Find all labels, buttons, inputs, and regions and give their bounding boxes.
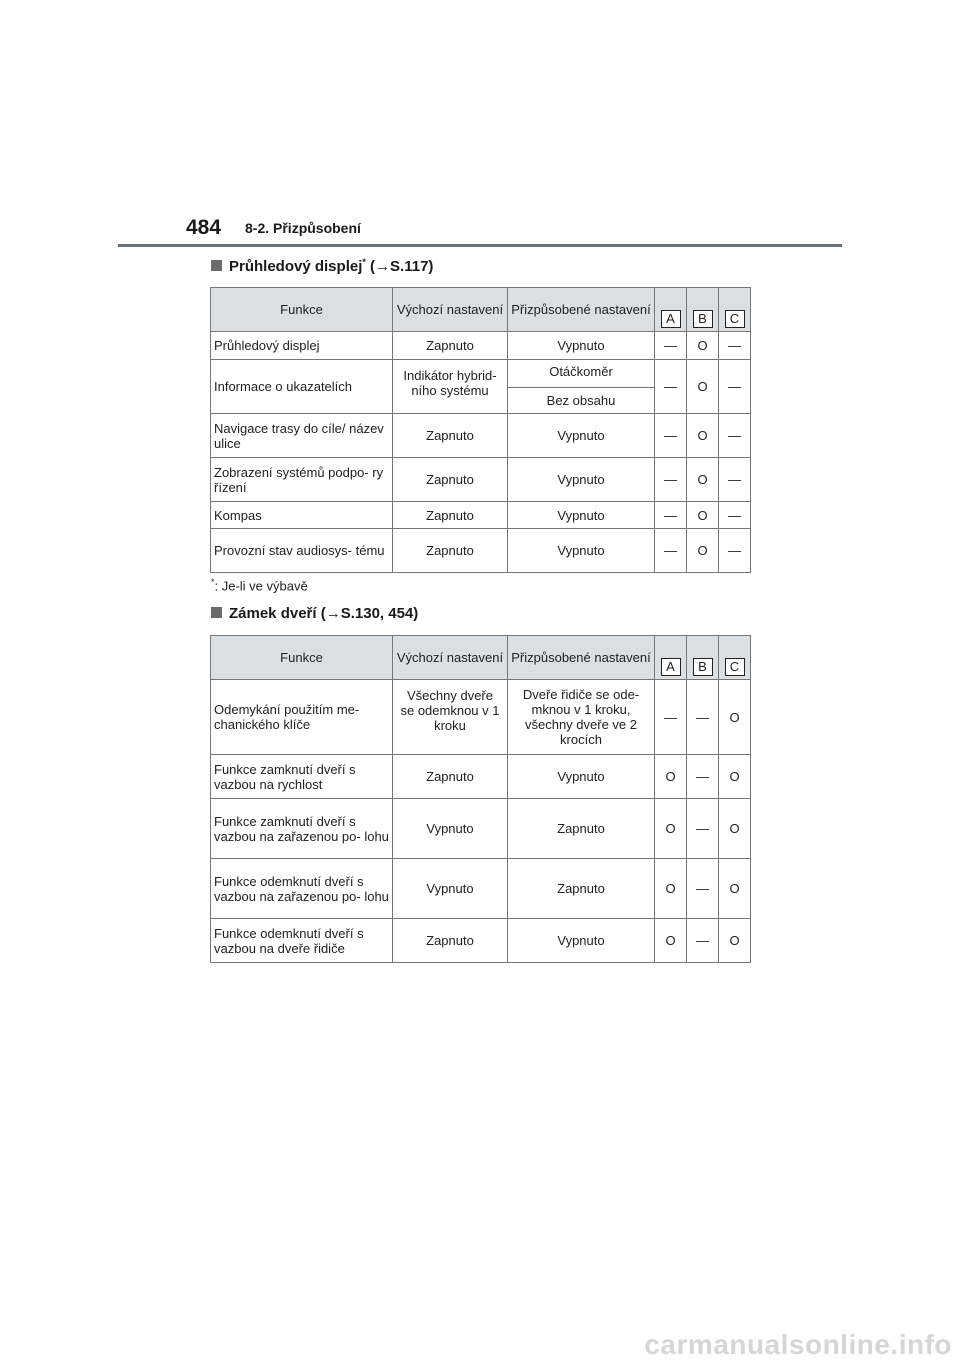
cell-default: Zapnuto [393, 755, 508, 799]
cell-default: Zapnuto [393, 332, 508, 360]
cell-default: Zapnuto [393, 502, 508, 529]
cell-function: Zobrazení systémů podpo- ry řízení [211, 458, 393, 502]
letter-c-box: C [725, 658, 745, 676]
col-header-b [687, 636, 719, 680]
section-title: 8-2. Přizpůsobení [245, 220, 361, 236]
cell-default: Zapnuto [393, 458, 508, 502]
cell-custom: Vypnuto [508, 414, 655, 458]
header-divider [118, 244, 842, 247]
head-up-display-table [210, 287, 751, 573]
table-row [211, 414, 751, 458]
footnote [211, 577, 308, 593]
cell-custom: Vypnuto [508, 755, 655, 799]
cell-a: — [655, 414, 687, 458]
table-row [211, 458, 751, 502]
cell-c: — [719, 458, 751, 502]
table-row [211, 919, 751, 963]
section1-title-star: * [362, 257, 366, 267]
square-bullet-icon [211, 260, 222, 271]
cell-a: O [655, 859, 687, 919]
cell-c: O [719, 919, 751, 963]
cell-default: Zapnuto [393, 529, 508, 573]
letter-a-box: A [661, 310, 681, 328]
page-number: 484 [186, 216, 222, 239]
col-header-function: Funkce [211, 288, 393, 332]
col-header-c [719, 288, 751, 332]
cell-a: — [655, 502, 687, 529]
section1-heading [211, 257, 433, 275]
cell-b: O [687, 529, 719, 573]
cell-default: Indikátor hybrid- ního systému [393, 360, 508, 414]
col-header-default: Výchozí nastavení [393, 288, 508, 332]
cell-c: — [719, 502, 751, 529]
section2-heading [211, 605, 418, 622]
watermark: carmanualsonline.info [644, 1329, 952, 1360]
cell-c: O [719, 680, 751, 755]
cell-default: Všechny dveře se odemknou v 1 kroku [393, 680, 508, 755]
col-header-c [719, 636, 751, 680]
cell-b: — [687, 859, 719, 919]
cell-custom: Vypnuto [508, 458, 655, 502]
cell-b: O [687, 502, 719, 529]
cell-function: Funkce zamknutí dveří s vazbou na rychlost [211, 755, 393, 799]
col-header-function: Funkce [211, 636, 393, 680]
cell-custom: Zapnuto [508, 799, 655, 859]
letter-b-box: B [693, 310, 713, 328]
col-header-a [655, 288, 687, 332]
col-header-custom: Přizpůsobené nastavení [508, 636, 655, 680]
cell-c: O [719, 859, 751, 919]
cell-b: O [687, 360, 719, 414]
letter-b-box: B [693, 658, 713, 676]
cell-c: — [719, 529, 751, 573]
cell-c: — [719, 414, 751, 458]
table-row [211, 529, 751, 573]
cell-function: Funkce zamknutí dveří s vazbou na zařazenou po- lohu [211, 799, 393, 859]
table-row [211, 755, 751, 799]
cell-a: O [655, 799, 687, 859]
cell-function: Odemykání použitím me- chanického klíče [211, 680, 393, 755]
cell-custom: Vypnuto [508, 502, 655, 529]
table-row [211, 332, 751, 360]
cell-c: O [719, 799, 751, 859]
cell-function: Funkce odemknutí dveří s vazbou na zařazenou po- lohu [211, 859, 393, 919]
cell-a: O [655, 755, 687, 799]
cell-b: — [687, 919, 719, 963]
section2-title: Zámek dveří [229, 605, 317, 622]
cell-custom-alt: Bez obsahu [508, 388, 655, 414]
letter-c-box: C [725, 310, 745, 328]
table-row [211, 859, 751, 919]
col-header-default: Výchozí nastavení [393, 636, 508, 680]
cell-default: Vypnuto [393, 859, 508, 919]
cell-default: Zapnuto [393, 414, 508, 458]
cell-custom: Dveře řidiče se ode- mknou v 1 kroku, všechny dveře ve 2 krocích [508, 680, 655, 755]
table-row [211, 360, 751, 388]
cell-custom: Zapnuto [508, 859, 655, 919]
cell-a: — [655, 529, 687, 573]
cell-a: O [655, 919, 687, 963]
cell-custom: Otáčkoměr [508, 360, 655, 388]
cell-c: O [719, 755, 751, 799]
col-header-b [687, 288, 719, 332]
col-header-custom: Přizpůsobené nastavení [508, 288, 655, 332]
cell-c: — [719, 332, 751, 360]
cell-a: — [655, 680, 687, 755]
footnote-text: : Je-li ve výbavě [214, 578, 308, 594]
cell-a: — [655, 458, 687, 502]
cell-custom: Vypnuto [508, 919, 655, 963]
letter-a-box: A [661, 658, 681, 676]
cell-function: Provozní stav audiosys- tému [211, 529, 393, 573]
table-row [211, 680, 751, 755]
section2-ref: (→S.130, 454) [316, 605, 419, 622]
table-row [211, 502, 751, 529]
cell-b: — [687, 799, 719, 859]
cell-b: — [687, 680, 719, 755]
cell-function: Navigace trasy do cíle/ název ulice [211, 414, 393, 458]
cell-default: Vypnuto [393, 799, 508, 859]
cell-b: O [687, 332, 719, 360]
footnote-star: * [211, 577, 215, 587]
cell-function: Funkce odemknutí dveří s vazbou na dveře řidiče [211, 919, 393, 963]
cell-b: — [687, 755, 719, 799]
cell-function: Průhledový displej [211, 332, 393, 360]
cell-function: Kompas [211, 502, 393, 529]
col-header-a [655, 636, 687, 680]
cell-custom: Vypnuto [508, 332, 655, 360]
section1-ref: (→S.117) [365, 258, 434, 275]
cell-custom: Vypnuto [508, 529, 655, 573]
cell-a: — [655, 332, 687, 360]
table-row [211, 799, 751, 859]
square-bullet-icon [211, 607, 222, 618]
cell-b: O [687, 414, 719, 458]
cell-b: O [687, 458, 719, 502]
door-lock-table [210, 635, 751, 963]
cell-c: — [719, 360, 751, 414]
cell-default: Zapnuto [393, 919, 508, 963]
cell-a: — [655, 360, 687, 414]
section1-title: Průhledový displej [229, 258, 363, 275]
cell-function: Informace o ukazatelích [211, 360, 393, 414]
